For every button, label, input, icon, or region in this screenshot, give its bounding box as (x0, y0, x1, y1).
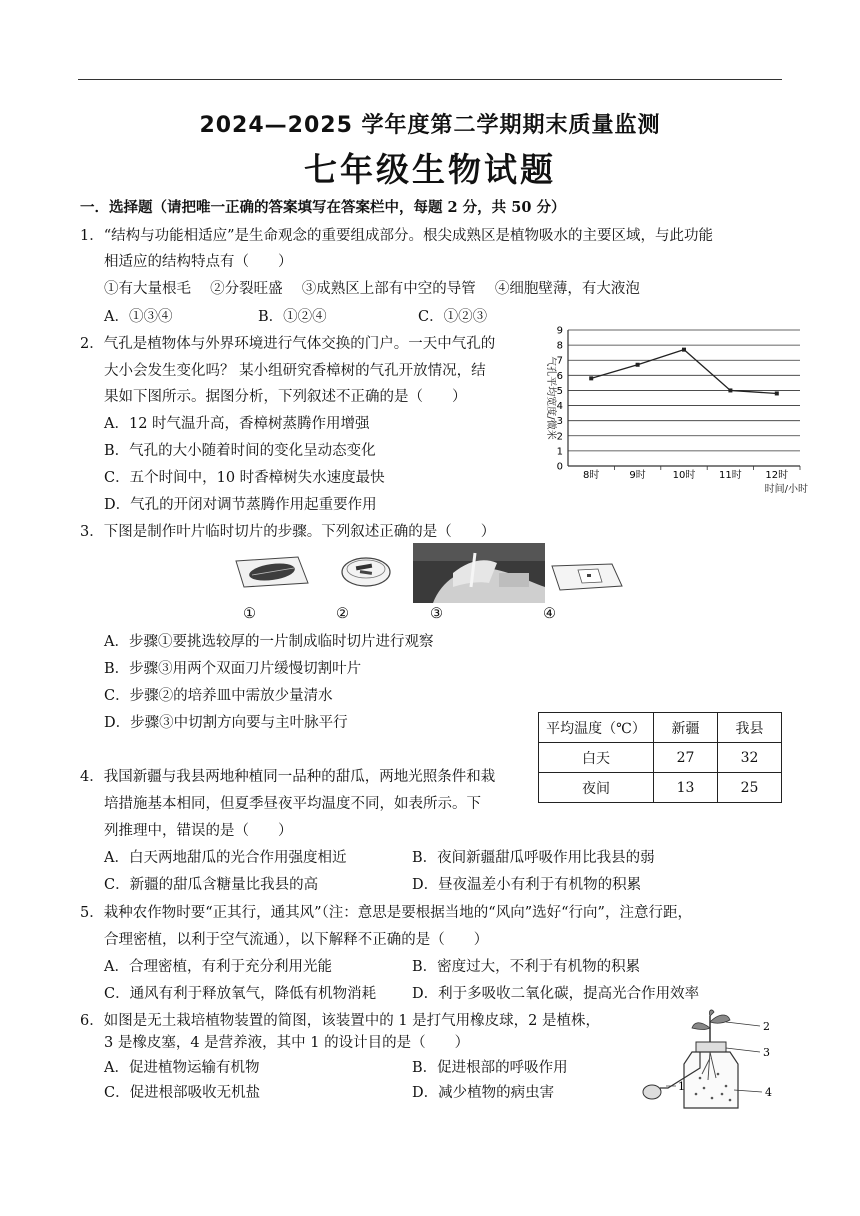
chart-y-tick-label: 8 (556, 340, 563, 352)
q5-option-d: D．利于多吸收二氧化碳，提高光合作用效率 (412, 986, 700, 1002)
q4-stem-line3: 列推理中，错误的是（ ） (104, 823, 293, 839)
top-rule (78, 79, 782, 80)
chart-data-point (775, 391, 779, 395)
q1-option-c: C．①②③ (418, 309, 488, 325)
table-cell: 13 (654, 773, 718, 803)
table-header: 新疆 (654, 713, 718, 743)
q6-option-d: D．减少植物的病虫害 (412, 1085, 555, 1101)
chart-y-tick-label: 0 (556, 461, 563, 473)
temperature-table (538, 712, 782, 803)
q4-stem-line2: 培措施基本相同，但夏季昼夜平均温度不同，如表所示。下 (104, 796, 481, 812)
step4-slide-image (548, 560, 626, 594)
chart-data-point (636, 363, 640, 367)
table-cell: 32 (718, 743, 782, 773)
chart-y-tick-label: 7 (556, 355, 563, 367)
chart-xlabel: 时间/小时 (764, 484, 808, 495)
q4-option-d: D．昼夜温差小有利于有机物的积累 (412, 877, 642, 893)
stomata-width-chart (538, 322, 810, 498)
chart-y-tick-label: 3 (556, 416, 563, 428)
q2-option-a: A．12 时气温升高，香樟树蒸腾作用增强 (104, 416, 370, 432)
q6-stem-line1: 6．如图是无土栽培植物装置的简图，该装置中的 1 是打气用橡皮球，2 是植株， (80, 1013, 601, 1029)
chart-x-tick-label: 8时 (583, 470, 600, 481)
q1-stem-line1: 1．“结构与功能相适应”是生命观念的重要组成部分。根尖成熟区是植物吸水的主要区域，与此功能 (80, 228, 714, 244)
q6-stem-line2: 3 是橡皮塞，4 是营养液，其中 1 的设计目的是（ ） (104, 1035, 470, 1051)
q3-stem: 3．下图是制作叶片临时切片的步骤。下列叙述正确的是（ ） (80, 524, 496, 540)
table-cell: 夜间 (539, 773, 654, 803)
chart-y-tick-label: 4 (556, 401, 563, 413)
q2-option-c: C．五个时间中，10 时香樟树失水速度最快 (104, 470, 385, 486)
table-cell: 25 (718, 773, 782, 803)
step1-label: ① (243, 606, 256, 622)
fig-label-3: 3 (763, 1046, 770, 1059)
chart-y-tick-label: 5 (556, 385, 563, 397)
q5-stem-line2: 合理密植，以利于空气流通），以下解释不正确的是（ ） (104, 932, 489, 948)
q3-option-a: A．步骤①要挑选较厚的一片制成临时切片进行观察 (104, 634, 434, 650)
q2-stem-line2: 大小会发生变化吗？ 某小组研究香樟树的气孔开放情况，结 (104, 363, 486, 379)
chart-x-tick-label: 12时 (765, 470, 789, 481)
q6-option-c: C．促进根部吸收无机盐 (104, 1085, 261, 1101)
chart-y-tick-label: 9 (556, 325, 563, 337)
table-header-row (539, 713, 782, 743)
q5-stem-line1: 5．栽种农作物时要“正其行，通其风”（注：意思是要根据当地的“风向”选好“行向”，注意行距， (80, 905, 692, 921)
subject-title: 七年级生物试题 (304, 150, 556, 189)
q3-option-d: D．步骤③中切割方向要与主叶脉平行 (104, 715, 348, 731)
q3-option-c: C．步骤②的培养皿中需放少量清水 (104, 688, 333, 704)
table-header: 平均温度（℃） (539, 713, 654, 743)
chart-series-line (591, 350, 777, 394)
hydroponic-apparatus-figure (638, 1008, 780, 1114)
chart-y-tick-label: 2 (556, 431, 563, 443)
q2-option-b: B．气孔的大小随着时间的变化呈动态变化 (104, 443, 376, 459)
chart-x-tick-label: 9时 (629, 470, 646, 481)
q2-stem-line1: 2．气孔是植物体与外界环境进行气体交换的门户。一天中气孔的 (80, 336, 496, 352)
step1-leaf-image (228, 553, 310, 591)
q1-items: ①有大量根毛 ②分裂旺盛 ③成熟区上部有中空的导管 ④细胞壁薄，有大液泡 (104, 281, 640, 297)
q4-option-c: C．新疆的甜瓜含糖量比我县的高 (104, 877, 319, 893)
table-header: 我县 (718, 713, 782, 743)
fig-label-1: 1 (678, 1080, 685, 1093)
q5-option-a: A．合理密植，有利于充分利用光能 (104, 959, 332, 975)
step2-petri-dish-image (340, 548, 392, 590)
q2-stem-line3: 果如下图所示。据图分析，下列叙述不正确的是（ ） (104, 389, 467, 405)
chart-data-point (589, 376, 593, 380)
chart-y-tick-label: 6 (556, 370, 563, 382)
q5-option-c: C．通风有利于释放氧气，降低有机物消耗 (104, 986, 377, 1002)
step2-label: ② (336, 606, 349, 622)
chart-ylabel: 气孔平均宽度/微米 (545, 356, 556, 440)
q1-option-b: B．①②④ (258, 309, 327, 325)
q3-option-b: B．步骤③用两个双面刀片缓慢切割叶片 (104, 661, 362, 677)
q2-option-d: D．气孔的开闭对调节蒸腾作用起重要作用 (104, 497, 377, 513)
table-cell: 27 (654, 743, 718, 773)
q5-option-b: B．密度过大，不利于有机物的积累 (412, 959, 641, 975)
chart-y-tick-label: 1 (556, 446, 563, 458)
table-cell: 白天 (539, 743, 654, 773)
section-heading: 一．选择题（请把唯一正确的答案填写在答案栏中，每题 2 分，共 50 分） (80, 199, 566, 216)
step3-label: ③ (430, 606, 443, 622)
chart-x-tick-label: 10时 (672, 470, 696, 481)
chart-data-point (682, 348, 686, 352)
fig-label-2: 2 (763, 1020, 770, 1033)
q4-option-b: B．夜间新疆甜瓜呼吸作用比我县的弱 (412, 850, 655, 866)
step4-label: ④ (543, 606, 556, 622)
q6-option-b: B．促进根部的呼吸作用 (412, 1060, 568, 1076)
exam-title: 2024—2025 学年度第二学期期末质量监测 (199, 113, 661, 138)
table-row (539, 743, 782, 773)
fig-label-4: 4 (765, 1086, 772, 1099)
q1-stem-line2: 相适应的结构特点有（ ） (104, 254, 293, 270)
chart-x-tick-label: 11时 (719, 470, 742, 481)
q6-option-a: A．促进植物运输有机物 (104, 1060, 260, 1076)
q1-option-a: A．①③④ (104, 309, 173, 325)
chart-data-point (728, 388, 732, 392)
q4-stem-line1: 4．我国新疆与我县两地种植同一品种的甜瓜，两地光照条件和栽 (80, 769, 496, 785)
table-row (539, 773, 782, 803)
step3-cutting-photo (413, 543, 545, 603)
q4-option-a: A．白天两地甜瓜的光合作用强度相近 (104, 850, 347, 866)
